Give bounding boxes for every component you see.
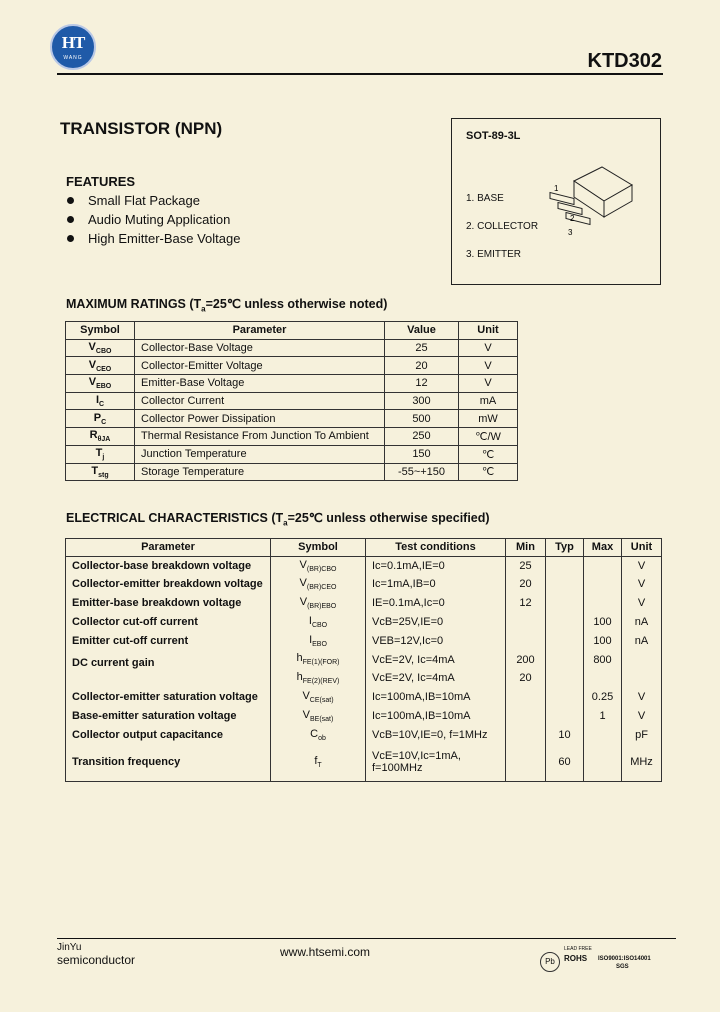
page-title: TRANSISTOR (NPN) bbox=[60, 119, 223, 138]
value-cell: 500 bbox=[385, 410, 459, 428]
unit-cell: mW bbox=[459, 410, 518, 428]
symbol-cell: $T_{stg}$ bbox=[66, 463, 135, 481]
value-cell: 12 bbox=[385, 375, 459, 393]
typ-cell bbox=[546, 594, 584, 613]
col-typ: Typ bbox=[546, 539, 584, 557]
conditions-cell: VсЕ=2V, Iс=4mA bbox=[366, 669, 506, 688]
parameter-cell: Collector-emitter breakdown voltage bbox=[66, 575, 271, 594]
feature-item: High Emitter-Base Voltage bbox=[67, 231, 240, 246]
col-value: Value bbox=[385, 322, 459, 340]
parameter-cell: Transition frequency bbox=[66, 744, 271, 781]
symbol-cell: $V_{BE(sat)}$ bbox=[271, 707, 366, 726]
unit-cell: nA bbox=[622, 631, 662, 650]
unit-cell: nA bbox=[622, 613, 662, 632]
parameter-cell bbox=[66, 669, 271, 688]
electrical-heading: ELECTRICAL CHARACTERISTICS ($T_a=25℃$ unless otherwise specified) bbox=[66, 511, 490, 528]
typ-cell bbox=[546, 631, 584, 650]
col-unit: Unit bbox=[459, 322, 518, 340]
col-symbol: Symbol bbox=[66, 322, 135, 340]
value-cell: 300 bbox=[385, 392, 459, 410]
parameter-cell: Collector-Base Voltage bbox=[135, 339, 385, 357]
symbol-cell: $C_{ob}$ bbox=[271, 725, 366, 744]
pb-free-icon: Pb bbox=[540, 952, 560, 972]
unit-cell: V bbox=[622, 594, 662, 613]
header-rule bbox=[57, 73, 663, 75]
company-logo bbox=[50, 24, 96, 70]
symbol-cell: $V_{CEO}$ bbox=[66, 357, 135, 375]
parameter-cell: Junction Temperature bbox=[135, 445, 385, 463]
max-ratings-heading: MAXIMUM RATINGS ($T_a=25℃$ unless otherwise noted) bbox=[66, 297, 388, 314]
package-name: SOT-89-3L bbox=[466, 130, 521, 142]
unit-cell: V bbox=[459, 357, 518, 375]
value-cell: 25 bbox=[385, 339, 459, 357]
conditions-cell: VЕВ=12V,Iс=0 bbox=[366, 631, 506, 650]
table-row bbox=[66, 650, 662, 669]
table-row bbox=[66, 631, 662, 650]
max-cell bbox=[584, 744, 622, 781]
parameter-cell: Collector-emitter saturation voltage bbox=[66, 688, 271, 707]
parameter-cell: Emitter-Base Voltage bbox=[135, 375, 385, 393]
unit-cell: V bbox=[459, 339, 518, 357]
table-row bbox=[66, 744, 662, 781]
value-cell: 20 bbox=[385, 357, 459, 375]
electrical-table bbox=[65, 538, 662, 782]
parameter-cell: Base-emitter saturation voltage bbox=[66, 707, 271, 726]
col-max: Max bbox=[584, 539, 622, 557]
conditions-cell: IЕ=0.1mA,Iс=0 bbox=[366, 594, 506, 613]
parameter-cell: Storage Temperature bbox=[135, 463, 385, 481]
unit-cell bbox=[622, 669, 662, 688]
max-cell bbox=[584, 725, 622, 744]
conditions-cell: VсЕ=2V, Iс=4mA bbox=[366, 650, 506, 669]
min-cell bbox=[506, 631, 546, 650]
min-cell bbox=[506, 707, 546, 726]
unit-cell: V bbox=[622, 556, 662, 575]
parameter-cell: Thermal Resistance From Junction To Ambient bbox=[135, 428, 385, 446]
col-unit: Unit bbox=[622, 539, 662, 557]
typ-cell bbox=[546, 688, 584, 707]
symbol-cell: $h_{FE(2)(REV)}$ bbox=[271, 669, 366, 688]
conditions-cell: Iс=100mA,IВ=10mA bbox=[366, 688, 506, 707]
table-row bbox=[66, 575, 662, 594]
pin-3-number: 3 bbox=[568, 228, 573, 237]
conditions-cell: VсВ=25V,IЕ=0 bbox=[366, 613, 506, 632]
conditions-cell: VсЕ=10V,Iс=1mA, f=100MHz bbox=[366, 744, 506, 781]
table-row bbox=[66, 357, 518, 375]
sgs-label: SGS bbox=[616, 964, 629, 970]
typ-cell bbox=[546, 575, 584, 594]
max-cell: 100 bbox=[584, 631, 622, 650]
pin-2-label: 2. COLLECTOR bbox=[466, 221, 539, 232]
pin-1-number: 1 bbox=[554, 184, 559, 193]
min-cell: 20 bbox=[506, 575, 546, 594]
symbol-cell: $T_j$ bbox=[66, 445, 135, 463]
table-row bbox=[66, 463, 518, 481]
table-row bbox=[66, 594, 662, 613]
symbol-cell: $I_{CBO}$ bbox=[271, 613, 366, 632]
symbol-cell: $V_{(BR)CBO}$ bbox=[271, 556, 366, 575]
typ-cell bbox=[546, 650, 584, 669]
table-row bbox=[66, 707, 662, 726]
value-cell: 150 bbox=[385, 445, 459, 463]
logo-subtext: WANG bbox=[63, 55, 83, 61]
min-cell: 20 bbox=[506, 669, 546, 688]
max-cell: 100 bbox=[584, 613, 622, 632]
table-row bbox=[66, 669, 662, 688]
unit-cell: MHz bbox=[622, 744, 662, 781]
parameter-cell: Collector output capacitance bbox=[66, 725, 271, 744]
pin-1-label: 1. BASE bbox=[466, 193, 504, 204]
parameter-cell: Emitter cut-off current bbox=[66, 631, 271, 650]
logo-text: HT bbox=[61, 33, 85, 52]
footer-rule bbox=[57, 938, 676, 939]
max-cell: 800 bbox=[584, 650, 622, 669]
table-row bbox=[66, 392, 518, 410]
min-cell bbox=[506, 688, 546, 707]
symbol-cell: $V_{(BR)CEO}$ bbox=[271, 575, 366, 594]
sot89-package-drawing bbox=[544, 159, 650, 239]
min-cell bbox=[506, 744, 546, 781]
symbol-cell: $V_{CE(sat)}$ bbox=[271, 688, 366, 707]
parameter-cell: Collector Current bbox=[135, 392, 385, 410]
typ-cell: 60 bbox=[546, 744, 584, 781]
table-row bbox=[66, 688, 662, 707]
conditions-cell: Iс=100mA,IВ=10mA bbox=[366, 707, 506, 726]
col-conditions: Test conditions bbox=[366, 539, 506, 557]
max-cell bbox=[584, 669, 622, 688]
unit-cell: ℃/W bbox=[459, 428, 518, 446]
parameter-cell: Emitter-base breakdown voltage bbox=[66, 594, 271, 613]
symbol-cell: $V_{CBO}$ bbox=[66, 339, 135, 357]
pin-3-label: 3. EMITTER bbox=[466, 249, 522, 260]
typ-cell: 10 bbox=[546, 725, 584, 744]
typ-cell bbox=[546, 556, 584, 575]
min-cell: 12 bbox=[506, 594, 546, 613]
pin-2-number: 2 bbox=[570, 214, 575, 223]
symbol-cell: $I_{EBO}$ bbox=[271, 631, 366, 650]
lead-free-label: LEAD FREE bbox=[564, 946, 592, 952]
symbol-cell: $V_{(BR)EBO}$ bbox=[271, 594, 366, 613]
unit-cell: ℃ bbox=[459, 463, 518, 481]
unit-cell: ℃ bbox=[459, 445, 518, 463]
parameter-cell: Collector-base breakdown voltage bbox=[66, 556, 271, 575]
max-cell: 0.25 bbox=[584, 688, 622, 707]
min-cell: 25 bbox=[506, 556, 546, 575]
unit-cell: pF bbox=[622, 725, 662, 744]
parameter-cell: Collector cut-off current bbox=[66, 613, 271, 632]
conditions-cell: Iс=0.1mA,IЕ=0 bbox=[366, 556, 506, 575]
package-box bbox=[451, 118, 661, 285]
bullet-icon bbox=[67, 216, 74, 223]
min-cell bbox=[506, 613, 546, 632]
conditions-cell: Iс=1mA,IВ=0 bbox=[366, 575, 506, 594]
parameter-cell: Collector Power Dissipation bbox=[135, 410, 385, 428]
bullet-icon bbox=[67, 235, 74, 242]
unit-cell: mA bbox=[459, 392, 518, 410]
parameter-cell: DC current gain bbox=[66, 650, 271, 669]
part-number: KTD302 bbox=[587, 50, 662, 72]
col-symbol: Symbol bbox=[271, 539, 366, 557]
symbol-cell: $V_{EBO}$ bbox=[66, 375, 135, 393]
max-cell: 1 bbox=[584, 707, 622, 726]
value-cell: 250 bbox=[385, 428, 459, 446]
col-parameter: Parameter bbox=[66, 539, 271, 557]
iso-label: ISO9001:ISO14001 bbox=[598, 956, 651, 962]
col-parameter: Parameter bbox=[135, 322, 385, 340]
col-min: Min bbox=[506, 539, 546, 557]
company-name-2: semiconductor bbox=[57, 953, 136, 967]
features-heading: FEATURES bbox=[66, 174, 136, 189]
unit-cell: V bbox=[622, 707, 662, 726]
table-row bbox=[66, 428, 518, 446]
unit-cell: V bbox=[622, 575, 662, 594]
unit-cell bbox=[622, 650, 662, 669]
rohs-label: ROHS bbox=[564, 954, 588, 963]
min-cell bbox=[506, 725, 546, 744]
table-row bbox=[66, 556, 662, 575]
parameter-cell: Collector-Emitter Voltage bbox=[135, 357, 385, 375]
table-row bbox=[66, 725, 662, 744]
bullet-icon bbox=[67, 197, 74, 204]
unit-cell: V bbox=[459, 375, 518, 393]
table-row bbox=[66, 410, 518, 428]
symbol-cell: $I_C$ bbox=[66, 392, 135, 410]
unit-cell: V bbox=[622, 688, 662, 707]
typ-cell bbox=[546, 669, 584, 688]
symbol-cell: $f_T$ bbox=[271, 744, 366, 781]
symbol-cell: $R_{\theta JA}$ bbox=[66, 428, 135, 446]
symbol-cell: $h_{FE(1)(FOR)}$ bbox=[271, 650, 366, 669]
max-cell bbox=[584, 594, 622, 613]
value-cell: -55~+150 bbox=[385, 463, 459, 481]
conditions-cell: VсВ=10V,IЕ=0, f=1MHz bbox=[366, 725, 506, 744]
company-name-1: JinYu bbox=[57, 942, 82, 953]
table-row bbox=[66, 613, 662, 632]
typ-cell bbox=[546, 613, 584, 632]
max-cell bbox=[584, 556, 622, 575]
typ-cell bbox=[546, 707, 584, 726]
symbol-cell: $P_C$ bbox=[66, 410, 135, 428]
table-row bbox=[66, 339, 518, 357]
website-link[interactable]: www.htsemi.com bbox=[280, 945, 371, 959]
table-row bbox=[66, 445, 518, 463]
feature-item: Audio Muting Application bbox=[67, 212, 230, 227]
min-cell: 200 bbox=[506, 650, 546, 669]
feature-item: Small Flat Package bbox=[67, 193, 200, 208]
max-ratings-table bbox=[65, 321, 518, 481]
table-row bbox=[66, 375, 518, 393]
max-cell bbox=[584, 575, 622, 594]
